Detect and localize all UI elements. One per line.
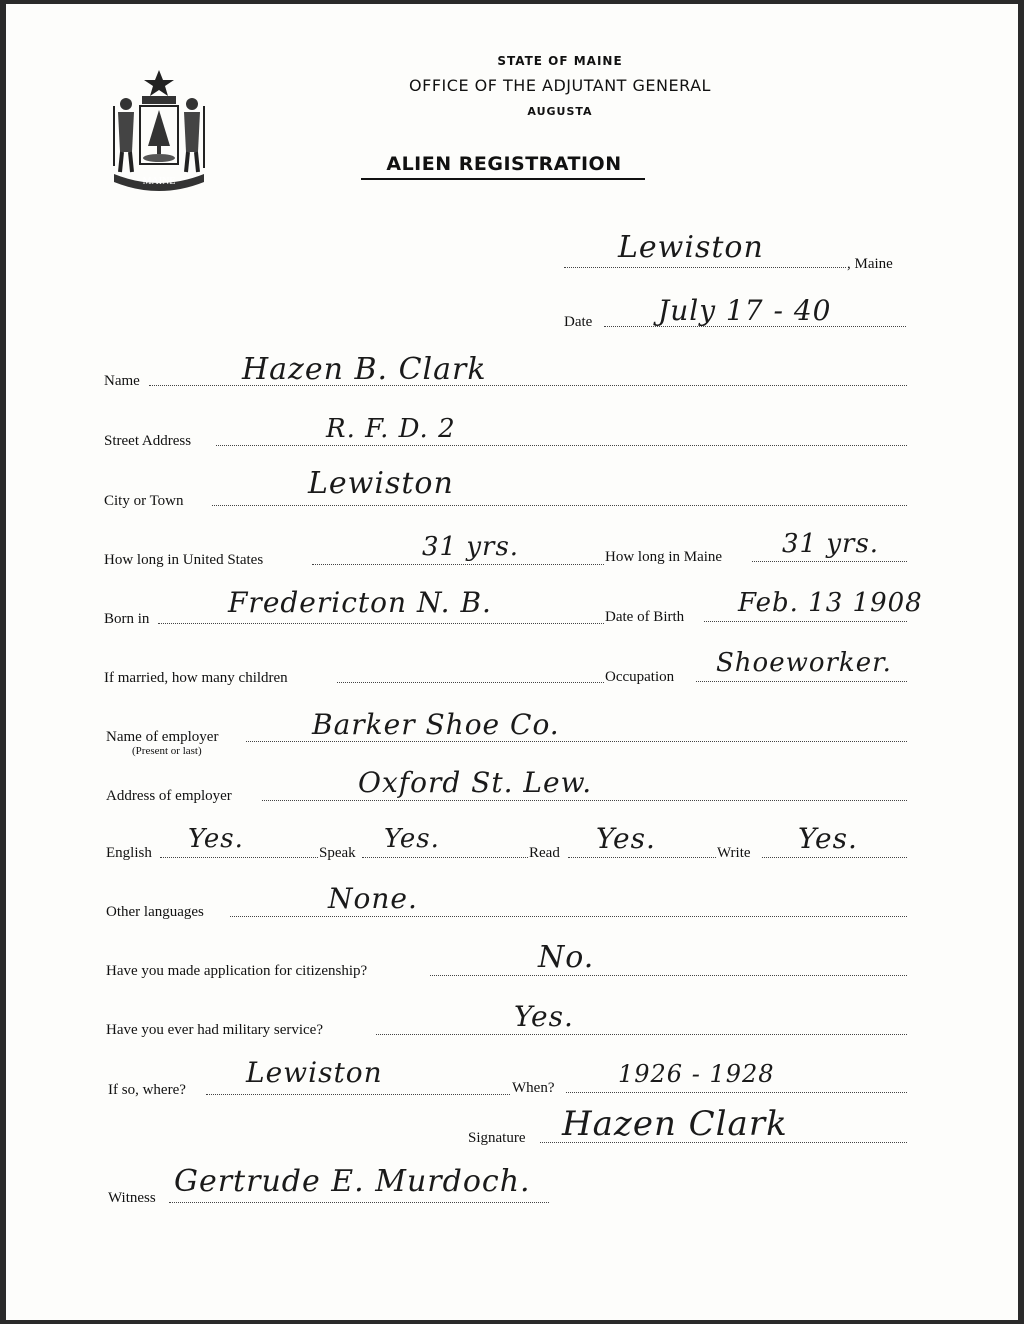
city-value: Lewiston (308, 466, 454, 501)
us-time-label: How long in United States (104, 552, 264, 568)
read-value: Yes. (596, 822, 656, 855)
name-label: Name (104, 373, 140, 389)
employer-note: (Present or last) (132, 745, 202, 757)
maine-time-label: How long in Maine (605, 549, 723, 565)
occupation-label: Occupation (605, 669, 675, 685)
occupation-line (696, 681, 907, 682)
citizenship-label: Have you made application for citizenship? (106, 963, 368, 979)
maine-time-value: 31 yrs. (782, 529, 880, 559)
street-value: R. F. D. 2 (326, 414, 456, 444)
dob-label: Date of Birth (605, 609, 685, 625)
street-line (216, 445, 907, 446)
title-underline (361, 178, 645, 180)
office-heading: OFFICE OF THE ADJUTANT GENERAL (409, 76, 711, 95)
form-title: ALIEN REGISTRATION (386, 153, 622, 175)
read-line (568, 857, 716, 858)
town-line (564, 267, 846, 268)
street-label: Street Address (104, 433, 192, 449)
date-label: Date (564, 314, 593, 330)
when-line (566, 1092, 907, 1093)
military-label: Have you ever had military service? (106, 1022, 323, 1038)
date-value: July 17 - 40 (658, 294, 832, 327)
maine-time-line (752, 561, 907, 562)
where-label: If so, where? (108, 1082, 186, 1098)
where-value: Lewiston (246, 1056, 383, 1089)
speak-label: Speak (319, 845, 356, 861)
citizenship-line (430, 975, 907, 976)
other-languages-value: None. (328, 882, 418, 915)
us-time-value: 31 yrs. (422, 532, 520, 562)
citizenship-value: No. (538, 940, 595, 975)
signature-value: Hazen Clark (562, 1104, 788, 1144)
english-label: English (106, 845, 152, 861)
witness-line (169, 1202, 549, 1203)
name-value: Hazen B. Clark (242, 352, 487, 387)
city-heading: AUGUSTA (527, 105, 593, 118)
children-line (337, 682, 604, 683)
employer-line (246, 741, 907, 742)
other-languages-label: Other languages (106, 904, 204, 920)
born-line (158, 623, 604, 624)
military-value: Yes. (514, 1000, 574, 1033)
dob-value: Feb. 13 1908 (738, 588, 923, 618)
maine-label: , Maine (847, 256, 893, 272)
occupation-value: Shoeworker. (716, 648, 892, 678)
employer-label: Name of employer (106, 729, 219, 745)
english-value: Yes. (188, 824, 244, 854)
english-line (160, 857, 318, 858)
married-label: If married, how many children (104, 670, 288, 686)
write-label: Write (717, 845, 751, 861)
town-value: Lewiston (618, 230, 764, 265)
city-line (212, 505, 907, 506)
write-value: Yes. (798, 822, 858, 855)
svg-text:MAINE: MAINE (142, 176, 176, 187)
city-label: City or Town (104, 493, 184, 509)
us-time-line (312, 564, 604, 565)
when-value: 1926 - 1928 (618, 1060, 775, 1088)
employer-address-value: Oxford St. Lew. (358, 766, 593, 799)
signature-label: Signature (468, 1130, 526, 1146)
employer-address-label: Address of employer (106, 788, 232, 804)
read-label: Read (529, 845, 560, 861)
witness-value: Gertrude E. Murdoch. (174, 1164, 531, 1199)
when-label: When? (512, 1080, 555, 1096)
other-languages-line (230, 916, 907, 917)
state-heading: STATE OF MAINE (497, 54, 623, 68)
speak-value: Yes. (384, 824, 440, 854)
witness-label: Witness (108, 1190, 156, 1206)
military-line (376, 1034, 907, 1035)
where-line (206, 1094, 510, 1095)
born-value: Fredericton N. B. (228, 586, 492, 619)
born-label: Born in (104, 611, 150, 627)
employer-address-line (262, 800, 907, 801)
employer-value: Barker Shoe Co. (312, 708, 560, 741)
speak-line (362, 857, 528, 858)
dob-line (704, 621, 907, 622)
registration-form-page (6, 4, 1018, 1320)
write-line (762, 857, 907, 858)
